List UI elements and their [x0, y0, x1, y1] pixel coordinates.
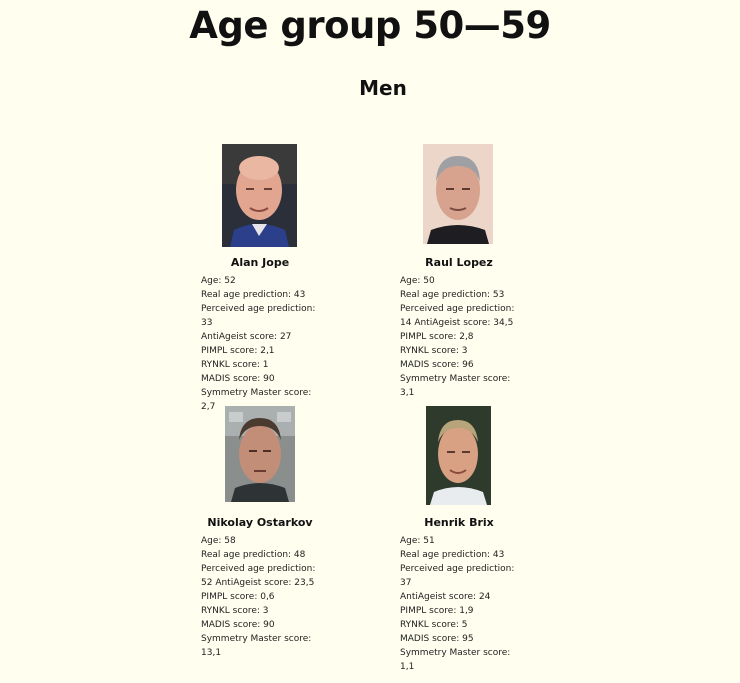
stat-line: MADIS score: 96: [400, 360, 474, 370]
stat-line: 37: [400, 578, 412, 588]
stat-line: 52 AntiAgeist score: 23,5: [201, 578, 315, 588]
stat-line: Symmetry Master score:: [201, 634, 312, 644]
stat-line: Real age prediction: 43: [201, 290, 306, 300]
stat-line: AntiAgeist score: 27: [201, 332, 292, 342]
stat-line: 3,1: [400, 388, 415, 398]
stat-line: Real age prediction: 53: [400, 290, 505, 300]
stat-line: 13,1: [201, 648, 222, 658]
stat-line: 33: [201, 318, 213, 328]
stat-line: Age: 52: [201, 276, 236, 286]
page-title: Age group 50—59: [189, 4, 551, 47]
stat-line: 2,7: [201, 402, 216, 412]
stat-line: Perceived age prediction:: [201, 304, 316, 314]
stat-line: RYNKL score: 3: [400, 346, 468, 356]
person-card-alan-jope: [201, 144, 319, 414]
stat-line: PIMPL score: 1,9: [400, 606, 474, 616]
stat-line: RYNKL score: 5: [400, 620, 468, 630]
stat-line: MADIS score: 90: [201, 620, 275, 630]
person-stats: [400, 274, 518, 400]
stat-line: Age: 50: [400, 276, 435, 286]
person-photo: [222, 144, 297, 247]
person-card-nikolay-ostarkov: [201, 406, 319, 666]
person-stats: [400, 534, 518, 674]
stat-line: Age: 51: [400, 536, 435, 546]
stat-line: RYNKL score: 1: [201, 360, 269, 370]
stat-line: AntiAgeist score: 24: [400, 592, 491, 602]
person-card-raul-lopez: [400, 144, 518, 404]
person-photo: [423, 144, 493, 244]
stat-line: MADIS score: 95: [400, 634, 474, 644]
stat-line: RYNKL score: 3: [201, 606, 269, 616]
stat-line: PIMPL score: 2,8: [400, 332, 474, 342]
stat-line: Symmetry Master score:: [400, 648, 511, 658]
stat-line: Age: 58: [201, 536, 236, 546]
section-title: Men: [359, 76, 407, 100]
stat-line: 1,1: [400, 662, 415, 672]
stat-line: MADIS score: 90: [201, 374, 275, 384]
stat-line: Symmetry Master score:: [201, 388, 312, 398]
stat-line: Real age prediction: 43: [400, 550, 505, 560]
person-stats: [201, 534, 319, 660]
stat-line: Symmetry Master score:: [400, 374, 511, 384]
stat-line: Perceived age prediction:: [201, 564, 316, 574]
person-name: Alan Jope: [230, 256, 290, 269]
person-name: Henrik Brix: [424, 516, 494, 529]
person-photo: [426, 406, 491, 505]
person-photo: [225, 406, 295, 502]
stat-line: 14 AntiAgeist score: 34,5: [400, 318, 514, 328]
stat-line: PIMPL score: 2,1: [201, 346, 275, 356]
stat-line: PIMPL score: 0,6: [201, 592, 275, 602]
person-stats: [201, 274, 319, 414]
person-card-henrik-brix: [400, 406, 518, 676]
stat-line: Real age prediction: 48: [201, 550, 306, 560]
stat-line: Perceived age prediction:: [400, 304, 515, 314]
person-name: Nikolay Ostarkov: [207, 516, 313, 529]
stat-line: Perceived age prediction:: [400, 564, 515, 574]
person-name: Raul Lopez: [425, 256, 493, 269]
